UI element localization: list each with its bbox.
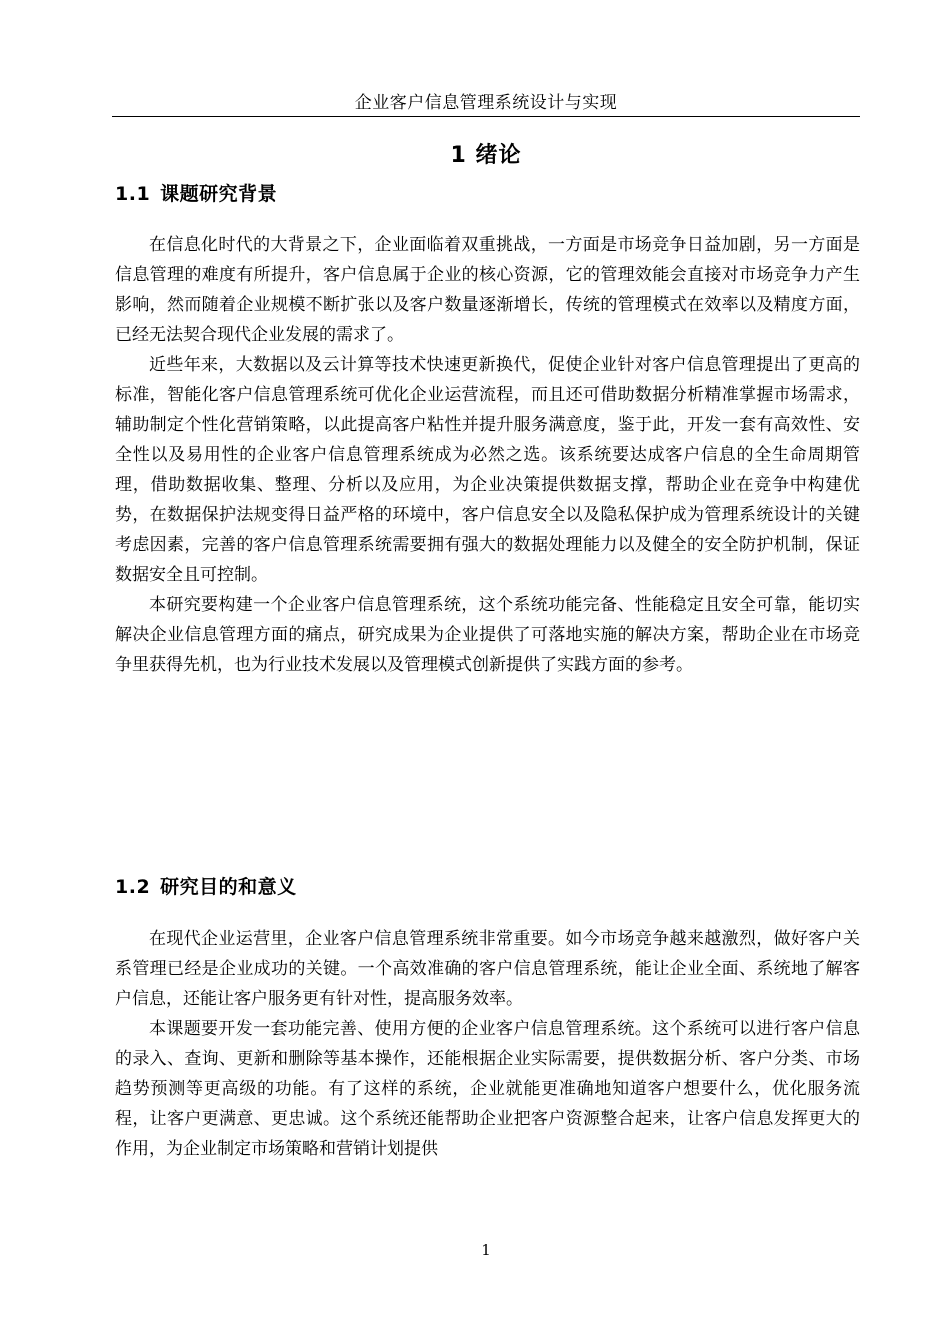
section-number: 1.1	[115, 183, 151, 205]
paragraph: 在信息化时代的大背景之下，企业面临着双重挑战，一方面是市场竞争日益加剧，另一方面是信息管理的难度有所提升，客户信息属于企业的核心资源，它的管理效能会直接对市场竞争力产生影响，然而随着企业规模不断扩张以及客户数量逐渐增长，传统的管理模式在效率以及精度方面，已经无法契合现代企业发展的需求了。	[115, 235, 860, 345]
section-heading-1-2	[115, 874, 860, 900]
paragraph: 近些年来，大数据以及云计算等技术快速更新换代，促使企业针对客户信息管理提出了更高的标准，智能化客户信息管理系统可优化企业运营流程，而且还可借助数据分析精准掌握市场需求，辅助制定个性化营销策略，以此提高客户粘性并提升服务满意度，鉴于此，开发一套有高效性、安全性以及易用性的企业客户信息管理系统成为必然之选。该系统要达成客户信息的全生命周期管理，借助数据收集、整理、分析以及应用，为企业决策提供数据支撑，帮助企业在竞争中构建优势，在数据保护法规变得日益严格的环境中，客户信息安全以及隐私保护成为管理系统设计的关键考虑因素，完善的客户信息管理系统需要拥有强大的数据处理能力以及健全的安全防护机制，保证数据安全且可控制。	[115, 355, 860, 585]
section-number: 1.2	[115, 876, 151, 898]
section-heading-1-1	[115, 181, 860, 207]
chapter-title: 1 绪论	[450, 143, 522, 168]
header-rule	[112, 116, 860, 117]
page-number: 1	[481, 1241, 491, 1259]
section-title: 课题研究背景	[160, 183, 278, 205]
running-header: 企业客户信息管理系统设计与实现	[354, 93, 618, 113]
paragraph: 本课题要开发一套功能完善、使用方便的企业客户信息管理系统。这个系统可以进行客户信息的录入、查询、更新和删除等基本操作，还能根据企业实际需要，提供数据分析、客户分类、市场趋势预测等更高级的功能。有了这样的系统，企业就能更准确地知道客户想要什么，优化服务流程，让客户更满意、更忠诚。这个系统还能帮助企业把客户资源整合起来，让客户信息发挥更大的作用，为企业制定市场策略和营销计划提供	[115, 1019, 860, 1159]
section-body-1-1	[115, 230, 860, 680]
section-body-1-2	[115, 924, 860, 1164]
section-title: 研究目的和意义	[160, 876, 297, 898]
paragraph: 本研究要构建一个企业客户信息管理系统，这个系统功能完备、性能稳定且安全可靠，能切实解决企业信息管理方面的痛点，研究成果为企业提供了可落地实施的解决方案，帮助企业在市场竞争里获得先机，也为行业技术发展以及管理模式创新提供了实践方面的参考。	[115, 595, 860, 675]
paragraph: 在现代企业运营里，企业客户信息管理系统非常重要。如今市场竞争越来越激烈，做好客户关系管理已经是企业成功的关键。一个高效准确的客户信息管理系统，能让企业全面、系统地了解客户信息，还能让客户服务更有针对性，提高服务效率。	[115, 929, 860, 1009]
